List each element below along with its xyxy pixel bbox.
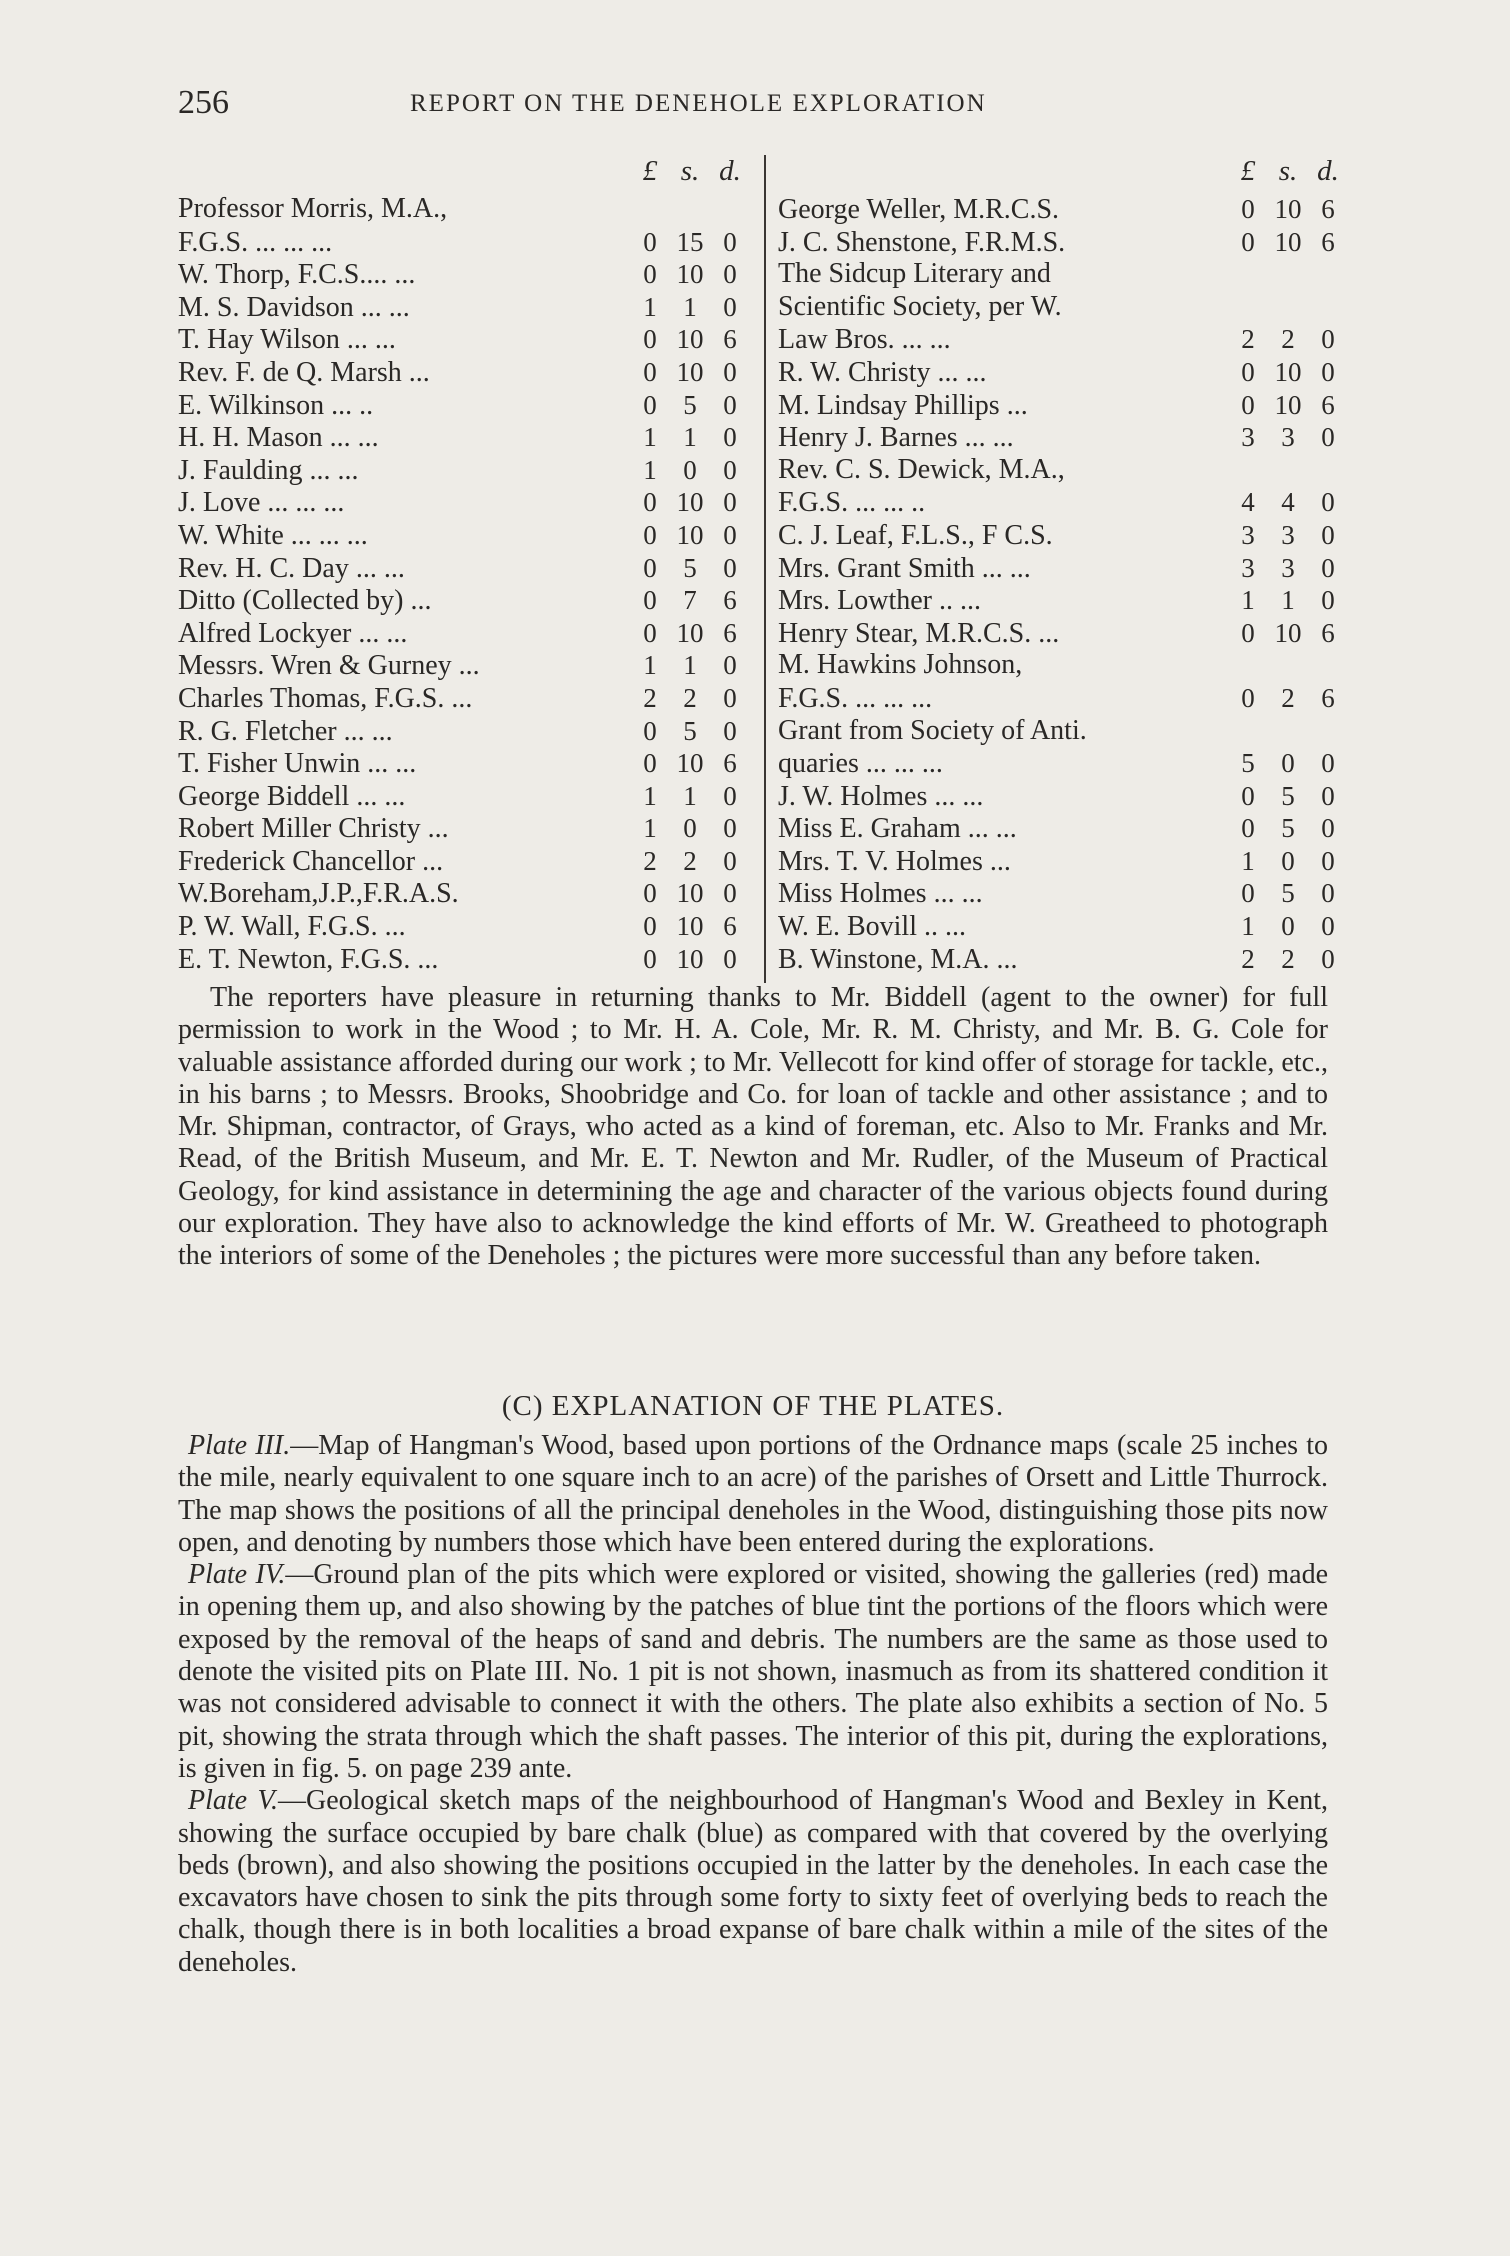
subscription-row	[178, 258, 750, 291]
subscription-row	[778, 682, 1348, 715]
subscription-row	[178, 812, 750, 845]
amount-pence: 0	[723, 454, 737, 485]
amount-shillings: 5	[1281, 813, 1295, 844]
amount-pence: 0	[723, 356, 737, 387]
subscription-row	[178, 323, 750, 356]
amount-shillings: 1	[1281, 585, 1295, 616]
amount-pounds: 0	[643, 911, 657, 942]
amount-pounds: 0	[1241, 194, 1255, 224]
subscription-row	[778, 910, 1348, 943]
amount-shillings: 10	[676, 878, 704, 909]
amount-pounds: 0	[643, 585, 657, 616]
subscriber-name: F.G.S. ... ... ...	[178, 226, 333, 258]
amount-pence: 0	[723, 291, 737, 322]
subscription-row	[778, 291, 1348, 324]
subscription-row	[178, 780, 750, 813]
amount-shillings: 5	[1281, 780, 1295, 811]
amount-pence: 6	[1321, 226, 1335, 257]
column-divider	[764, 155, 766, 983]
subscriber-name: Rev. F. de Q. Marsh ...	[178, 356, 430, 388]
amount-shillings: 1	[683, 650, 697, 681]
subscriber-name: W. White ... ... ...	[178, 519, 368, 551]
amount-pence: 0	[1321, 748, 1335, 779]
amount-pence: 0	[723, 943, 737, 974]
amount-pence: 0	[1321, 356, 1335, 387]
amount-shillings: 3	[1281, 422, 1295, 453]
amount-pence: 6	[723, 324, 737, 355]
amount-pounds: 0	[643, 617, 657, 648]
subscriber-name: M. Hawkins Johnson,	[778, 649, 1023, 681]
subscription-row	[778, 389, 1348, 422]
shillings-header: s.	[680, 155, 700, 187]
amount-shillings: 10	[676, 748, 704, 779]
amount-shillings: 10	[676, 487, 704, 518]
amount-pounds: 2	[643, 845, 657, 876]
amount-shillings: 0	[1281, 748, 1295, 779]
amount-pence: 0	[1321, 585, 1335, 616]
subscription-column-left	[178, 155, 750, 975]
subscriber-name: Mrs. Grant Smith ... ...	[778, 552, 1031, 584]
currency-header-right	[778, 155, 1348, 193]
amount-pounds: 4	[1241, 487, 1255, 518]
plate-paragraph	[178, 1559, 1328, 1785]
currency-header-left	[178, 155, 750, 193]
amount-pence: 0	[1321, 780, 1335, 811]
amount-pounds: 2	[1241, 943, 1255, 974]
plate-paragraph	[178, 1430, 1328, 1559]
amount-pounds: 1	[1241, 845, 1255, 876]
subscription-row	[178, 389, 750, 422]
amount-pence: 0	[723, 519, 737, 550]
subscription-row	[778, 519, 1348, 552]
subscriber-name: C. J. Leaf, F.L.S., F C.S.	[778, 519, 1053, 551]
amount-pounds: 0	[643, 943, 657, 974]
subscriber-name: B. Winstone, M.A. ...	[778, 943, 1018, 975]
subscription-row	[778, 845, 1348, 878]
amount-shillings: 1	[683, 422, 697, 453]
amount-shillings: 5	[683, 715, 697, 746]
amount-pence: 6	[1321, 682, 1335, 713]
subscriber-name: Robert Miller Christy ...	[178, 813, 449, 845]
amount-pence: 0	[723, 389, 737, 420]
amount-pounds: 0	[1241, 780, 1255, 811]
amount-pounds: 0	[1241, 813, 1255, 844]
amount-pounds: 2	[643, 682, 657, 713]
pence-header: d.	[1317, 155, 1339, 187]
subscriber-name: Messrs. Wren & Gurney ...	[178, 650, 480, 682]
amount-pence: 0	[1321, 911, 1335, 942]
amount-shillings: 0	[683, 454, 697, 485]
amount-pence: 0	[1321, 519, 1335, 550]
amount-pounds: 0	[1241, 356, 1255, 387]
pounds-header: £	[1240, 155, 1256, 187]
amount-pounds: 3	[1241, 519, 1255, 550]
amount-pounds: 0	[643, 226, 657, 257]
subscriber-name: George Biddell ... ...	[178, 780, 406, 812]
running-title: REPORT ON THE DENEHOLE EXPLORATION	[410, 90, 987, 117]
amount-shillings: 10	[1274, 617, 1302, 648]
amount-shillings: 10	[1274, 226, 1302, 257]
amount-pounds: 1	[643, 813, 657, 844]
subscription-row	[178, 519, 750, 552]
subscriber-name: Scientific Society, per W.	[778, 290, 1062, 322]
subscriber-name: Professor Morris, M.A.,	[178, 193, 448, 224]
subscription-list	[178, 155, 1348, 985]
amount-pounds: 0	[643, 324, 657, 355]
subscription-row	[778, 812, 1348, 845]
amount-pence: 0	[723, 878, 737, 909]
subscriber-name: quaries ... ... ...	[778, 748, 943, 780]
amount-pounds: 3	[1241, 552, 1255, 583]
plate-label: Plate IV.	[188, 1559, 286, 1591]
amount-pounds: 0	[643, 715, 657, 746]
amount-pence: 0	[723, 845, 737, 876]
subscriber-name: Mrs. Lowther .. ...	[778, 585, 981, 617]
amount-shillings: 10	[1274, 389, 1302, 420]
amount-pence: 0	[723, 780, 737, 811]
subscriber-name: Henry Stear, M.R.C.S. ...	[778, 617, 1060, 649]
amount-pounds: 1	[643, 291, 657, 322]
subscription-row	[778, 877, 1348, 910]
subscription-row	[778, 226, 1348, 259]
amount-shillings: 10	[676, 943, 704, 974]
amount-shillings: 1	[683, 780, 697, 811]
amount-pounds: 1	[1241, 585, 1255, 616]
subscription-row	[778, 454, 1348, 487]
amount-shillings: 10	[676, 617, 704, 648]
subscriber-name: P. W. Wall, F.G.S. ...	[178, 911, 406, 943]
amount-pence: 6	[1321, 617, 1335, 648]
amount-pence: 6	[1321, 194, 1335, 224]
amount-pence: 0	[1321, 943, 1335, 974]
subscription-row	[178, 193, 750, 226]
amount-pounds: 0	[1241, 226, 1255, 257]
amount-pounds: 0	[643, 356, 657, 387]
subscription-row	[778, 552, 1348, 585]
subscription-row	[178, 682, 750, 715]
amount-pounds: 0	[643, 519, 657, 550]
amount-pounds: 1	[643, 454, 657, 485]
amount-shillings: 2	[683, 682, 697, 713]
subscriber-name: Miss E. Graham ... ...	[778, 813, 1017, 845]
amount-shillings: 2	[1281, 943, 1295, 974]
subscriber-name: J. C. Shenstone, F.R.M.S.	[778, 226, 1066, 258]
subscription-row	[178, 454, 750, 487]
subscription-row	[778, 323, 1348, 356]
amount-pounds: 0	[643, 748, 657, 779]
amount-pence: 0	[1321, 422, 1335, 453]
subscriber-name: F.G.S. ... ... ..	[778, 487, 926, 519]
subscriber-name: E. Wilkinson ... ..	[178, 389, 374, 421]
subscriber-name: H. H. Mason ... ...	[178, 422, 379, 454]
amount-pence: 0	[723, 682, 737, 713]
amount-shillings: 10	[676, 519, 704, 550]
pence-header: d.	[719, 155, 741, 187]
subscription-row	[778, 258, 1348, 291]
subscription-row	[778, 617, 1348, 650]
amount-pence: 0	[723, 422, 737, 453]
amount-pence: 0	[723, 715, 737, 746]
plate-description: —Ground plan of the pits which were explored or visited, showing the galleries (red) made in opening them up, and also showing by the patches of blue tint the portions of the floors which were exposed by the removal of the heaps of sand and debris. The numbers are the same as those used to denote the visited pits on Plate III. No. 1 pit is not shown, inasmuch as from its shattered condition it was not considered advisable to connect it with the others. The plate also exhibits a section of No. 5 pit, showing the strata through which the shaft passes. The interior of this pit, during the explorations, is given in fig. 5. on page 239 ante.	[178, 1559, 1328, 1784]
subscription-row	[178, 747, 750, 780]
subscription-row	[178, 226, 750, 259]
amount-shillings: 10	[676, 259, 704, 290]
amount-pence: 6	[1321, 389, 1335, 420]
amount-pence: 0	[1321, 487, 1335, 518]
subscriber-name: Charles Thomas, F.G.S. ...	[178, 682, 473, 714]
subscription-row	[178, 486, 750, 519]
plate-paragraph	[178, 1785, 1328, 1979]
subscriber-name: R. W. Christy ... ...	[778, 356, 987, 388]
subscription-row	[778, 356, 1348, 389]
amount-shillings: 7	[683, 585, 697, 616]
amount-pounds: 0	[1241, 682, 1255, 713]
amount-pounds: 0	[1241, 389, 1255, 420]
amount-pounds: 0	[643, 389, 657, 420]
section-heading: (C) EXPLANATION OF THE PLATES.	[501, 1390, 1005, 1422]
pounds-header: £	[642, 155, 658, 187]
subscription-row	[178, 910, 750, 943]
subscription-row	[778, 943, 1348, 976]
amount-pence: 0	[1321, 878, 1335, 909]
subscriber-name: Law Bros. ... ...	[778, 324, 951, 356]
amount-pounds: 1	[643, 780, 657, 811]
subscriber-name: M. Lindsay Phillips ...	[778, 389, 1028, 421]
subscriber-name: E. T. Newton, F.G.S. ...	[178, 943, 439, 975]
amount-pence: 0	[723, 552, 737, 583]
amount-shillings: 15	[676, 226, 704, 257]
page-header	[178, 84, 1328, 128]
amount-shillings: 10	[676, 324, 704, 355]
subscription-row	[178, 715, 750, 748]
amount-pence: 0	[723, 813, 737, 844]
amount-pence: 0	[723, 650, 737, 681]
amount-pence: 6	[723, 585, 737, 616]
amount-pence: 6	[723, 911, 737, 942]
subscription-row	[778, 649, 1348, 682]
amount-shillings: 5	[1281, 878, 1295, 909]
amount-shillings: 1	[683, 291, 697, 322]
amount-shillings: 0	[1281, 911, 1295, 942]
subscriber-name: George Weller, M.R.C.S.	[778, 194, 1060, 225]
amount-pence: 0	[1321, 552, 1335, 583]
subscriber-name: Frederick Chancellor ...	[178, 845, 444, 877]
subscriber-name: J. Love ... ... ...	[178, 487, 345, 519]
amount-shillings: 5	[683, 552, 697, 583]
amount-pounds: 0	[643, 259, 657, 290]
subscription-row	[178, 291, 750, 324]
plate-description: —Map of Hangman's Wood, based upon portions of the Ordnance maps (scale 25 inches to the mile, nearly equivalent to one square inch to an acre) of the parishes of Orsett and Little Thurrock. The map shows the positions of all the principal deneholes in the Wood, distinguishing those pits now open, and denoting by numbers those which have been entered during the explorations.	[178, 1430, 1329, 1558]
amount-pounds: 0	[643, 487, 657, 518]
amount-pounds: 0	[643, 878, 657, 909]
subscription-row	[178, 584, 750, 617]
subscriber-name: Mrs. T. V. Holmes ...	[778, 845, 1011, 877]
amount-pounds: 0	[1241, 878, 1255, 909]
subscriber-name: J. Faulding ... ...	[178, 454, 359, 486]
thanks-paragraph: The reporters have pleasure in returning thanks to Mr. Biddell (agent to the owner) for full permission to work in the Wood ; to Mr. H. A. Cole, Mr. R. M. Christy, and Mr. B. G. Cole for valuable assistance afforded during our work ; to Mr. Vellecott for kind offer of storage for tackle, etc., in his barns ; to Messrs. Brooks, Shoobridge and Co. for loan of tackle and other assistance ; and to Mr. Shipman, contractor, of Grays, who acted as a kind of foreman, etc. Also to Mr. Franks and Mr. Read, of the British Museum, and Mr. E. T. Newton and Mr. Rudler, of the Museum of Practical Geology, for kind assistance in determining the age and character of the various objects found during our exploration. They have also to acknowledge the kind efforts of Mr. W. Greatheed to photograph the interiors of some of the Deneholes ; the pictures were more successful than any before taken.	[178, 982, 1328, 1272]
subscription-row	[178, 943, 750, 976]
amount-pounds: 5	[1241, 748, 1255, 779]
acknowledgements	[178, 982, 1328, 1273]
amount-pence: 6	[723, 748, 737, 779]
subscription-row	[778, 584, 1348, 617]
subscriber-name: Rev. H. C. Day ... ...	[178, 552, 405, 584]
amount-shillings: 10	[1274, 356, 1302, 387]
subscription-row	[778, 486, 1348, 519]
amount-pence: 6	[723, 617, 737, 648]
page-number: 256	[178, 84, 229, 121]
subscription-row	[178, 845, 750, 878]
amount-pounds: 0	[643, 552, 657, 583]
subscriber-name: R. G. Fletcher ... ...	[178, 715, 393, 747]
amount-pounds: 1	[1241, 911, 1255, 942]
subscription-column-right	[778, 155, 1348, 975]
amount-shillings: 2	[1281, 682, 1295, 713]
amount-shillings: 3	[1281, 552, 1295, 583]
subscriber-name: Henry J. Barnes ... ...	[778, 422, 1014, 454]
amount-shillings: 10	[676, 356, 704, 387]
subscription-row	[178, 649, 750, 682]
amount-pounds: 0	[1241, 617, 1255, 648]
subscriber-name: Miss Holmes ... ...	[778, 878, 983, 910]
amount-pounds: 1	[643, 650, 657, 681]
amount-pence: 0	[1321, 845, 1335, 876]
subscriber-name: T. Fisher Unwin ... ...	[178, 748, 417, 780]
subscriber-name: J. W. Holmes ... ...	[778, 780, 984, 812]
amount-pence: 0	[723, 226, 737, 257]
amount-shillings: 3	[1281, 519, 1295, 550]
subscription-row	[178, 552, 750, 585]
amount-pence: 0	[1321, 813, 1335, 844]
amount-pence: 0	[723, 259, 737, 290]
amount-shillings: 5	[683, 389, 697, 420]
amount-shillings: 2	[1281, 324, 1295, 355]
subscription-row	[178, 421, 750, 454]
subscription-row	[778, 780, 1348, 813]
plate-label: Plate V.	[188, 1785, 278, 1817]
subscriber-name: The Sidcup Literary and	[778, 258, 1051, 290]
subscription-row	[778, 715, 1348, 748]
amount-pounds: 2	[1241, 324, 1255, 355]
subscriber-name: F.G.S. ... ... ...	[778, 682, 933, 714]
subscriber-name: M. S. Davidson ... ...	[178, 291, 410, 323]
plate-label: Plate III.	[188, 1430, 291, 1461]
shillings-header: s.	[1278, 155, 1298, 187]
subscriber-name: W.Boreham,J.P.,F.R.A.S.	[178, 878, 459, 910]
amount-shillings: 10	[1274, 194, 1302, 224]
amount-shillings: 2	[683, 845, 697, 876]
subscriber-name: Ditto (Collected by) ...	[178, 585, 432, 617]
subscriber-name: Alfred Lockyer ... ...	[178, 617, 408, 649]
plate-description: —Geological sketch maps of the neighbourhood of Hangman's Wood and Bexley in Kent, showing the surface occupied by bare chalk (blue) as compared with that covered by the overlying beds (brown), and also showing the positions occupied in the latter by the deneholes. In each case the excavators have chosen to sink the pits through some forty to sixty feet of overlying beds to reach the chalk, though there is in both localities a broad expanse of bare chalk within a mile of the sites of the deneholes.	[178, 1785, 1328, 1978]
subscription-row	[178, 877, 750, 910]
amount-pence: 0	[1321, 324, 1335, 355]
subscription-row	[178, 356, 750, 389]
subscription-row	[778, 747, 1348, 780]
amount-shillings: 10	[676, 911, 704, 942]
amount-pounds: 1	[643, 422, 657, 453]
amount-shillings: 0	[1281, 845, 1295, 876]
subscriber-name: Grant from Society of Anti.	[778, 714, 1087, 746]
amount-shillings: 4	[1281, 487, 1295, 518]
subscription-row	[778, 193, 1348, 226]
subscriber-name: W. Thorp, F.C.S.... ...	[178, 259, 416, 291]
subscription-row	[778, 421, 1348, 454]
subscription-row	[178, 617, 750, 650]
amount-pounds: 3	[1241, 422, 1255, 453]
plates-explanation	[178, 1430, 1328, 1979]
subscriber-name: W. E. Bovill .. ...	[778, 911, 966, 943]
subscriber-name: Rev. C. S. Dewick, M.A.,	[778, 453, 1065, 485]
amount-shillings: 0	[683, 813, 697, 844]
amount-pence: 0	[723, 487, 737, 518]
subscriber-name: T. Hay Wilson ... ...	[178, 324, 396, 356]
